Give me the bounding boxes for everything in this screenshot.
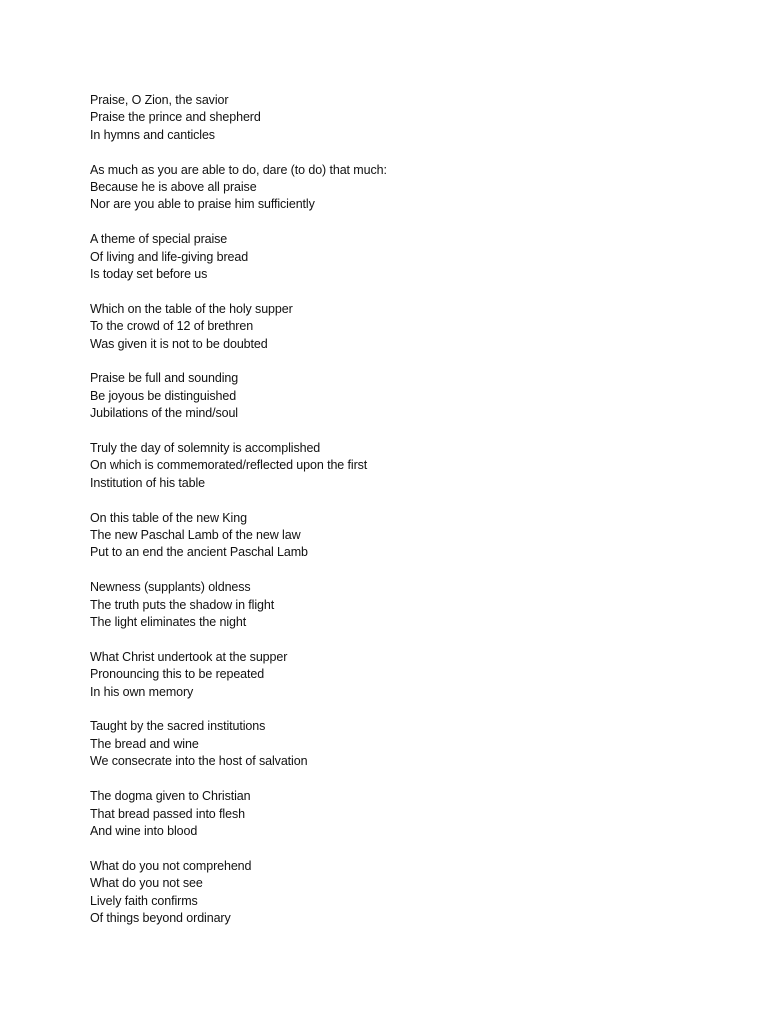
stanza	[90, 370, 690, 422]
poem-line: Lively faith confirms	[90, 893, 198, 908]
stanza	[90, 231, 690, 283]
poem-line: Put to an end the ancient Paschal Lamb	[90, 545, 308, 560]
stanza	[90, 440, 690, 492]
poem-line: Institution of his table	[90, 475, 206, 490]
poem-line: Newness (supplants) oldness	[90, 580, 251, 595]
poem-line: A theme of special praise	[90, 232, 228, 247]
poem-line: The bread and wine	[90, 736, 199, 751]
poem-text	[90, 92, 690, 945]
poem-line: In hymns and canticles	[90, 127, 215, 142]
poem-line: On this table of the new King	[90, 510, 247, 525]
poem-line: Truly the day of solemnity is accomplished	[90, 441, 321, 456]
stanza	[90, 788, 690, 840]
poem-line: We consecrate into the host of salvation	[90, 754, 308, 769]
stanza	[90, 92, 690, 144]
poem-line: Praise be full and sounding	[90, 371, 239, 386]
poem-line: Praise the prince and shepherd	[90, 110, 261, 125]
stanza	[90, 858, 690, 928]
poem-line: To the crowd of 12 of brethren	[90, 319, 254, 334]
poem-line: That bread passed into flesh	[90, 806, 245, 821]
poem-line: The light eliminates the night	[90, 615, 247, 630]
poem-line: Nor are you able to praise him sufficiently	[90, 197, 315, 212]
poem-line: Of living and life-giving bread	[90, 249, 249, 264]
poem-line: Taught by the sacred institutions	[90, 719, 266, 734]
stanza	[90, 579, 690, 631]
poem-line: What do you not comprehend	[90, 858, 252, 873]
poem-line: In his own memory	[90, 684, 194, 699]
poem-line: Which on the table of the holy supper	[90, 301, 293, 316]
poem-line: Be joyous be distinguished	[90, 388, 237, 403]
stanza	[90, 649, 690, 701]
poem-line: On which is commemorated/reflected upon the first	[90, 458, 368, 473]
stanza	[90, 162, 690, 214]
poem-line: Praise, O Zion, the savior	[90, 93, 229, 107]
poem-line: The dogma given to Christian	[90, 789, 251, 804]
stanza	[90, 510, 690, 562]
poem-line: As much as you are able to do, dare (to do) that much:	[90, 162, 387, 177]
stanza	[90, 718, 690, 770]
poem-line: What do you not see	[90, 876, 203, 891]
poem-line: The truth puts the shadow in flight	[90, 597, 275, 612]
stanza	[90, 301, 690, 353]
poem-line: Pronouncing this to be repeated	[90, 667, 265, 682]
poem-line: Jubilations of the mind/soul	[90, 406, 238, 421]
poem-line: Was given it is not to be doubted	[90, 336, 268, 351]
poem-line: Because he is above all praise	[90, 180, 257, 195]
poem-line: Is today set before us	[90, 267, 208, 282]
poem-line: Of things beyond ordinary	[90, 910, 231, 925]
poem-line: The new Paschal Lamb of the new law	[90, 528, 301, 543]
poem-line: What Christ undertook at the supper	[90, 649, 288, 664]
poem-line: And wine into blood	[90, 823, 198, 838]
